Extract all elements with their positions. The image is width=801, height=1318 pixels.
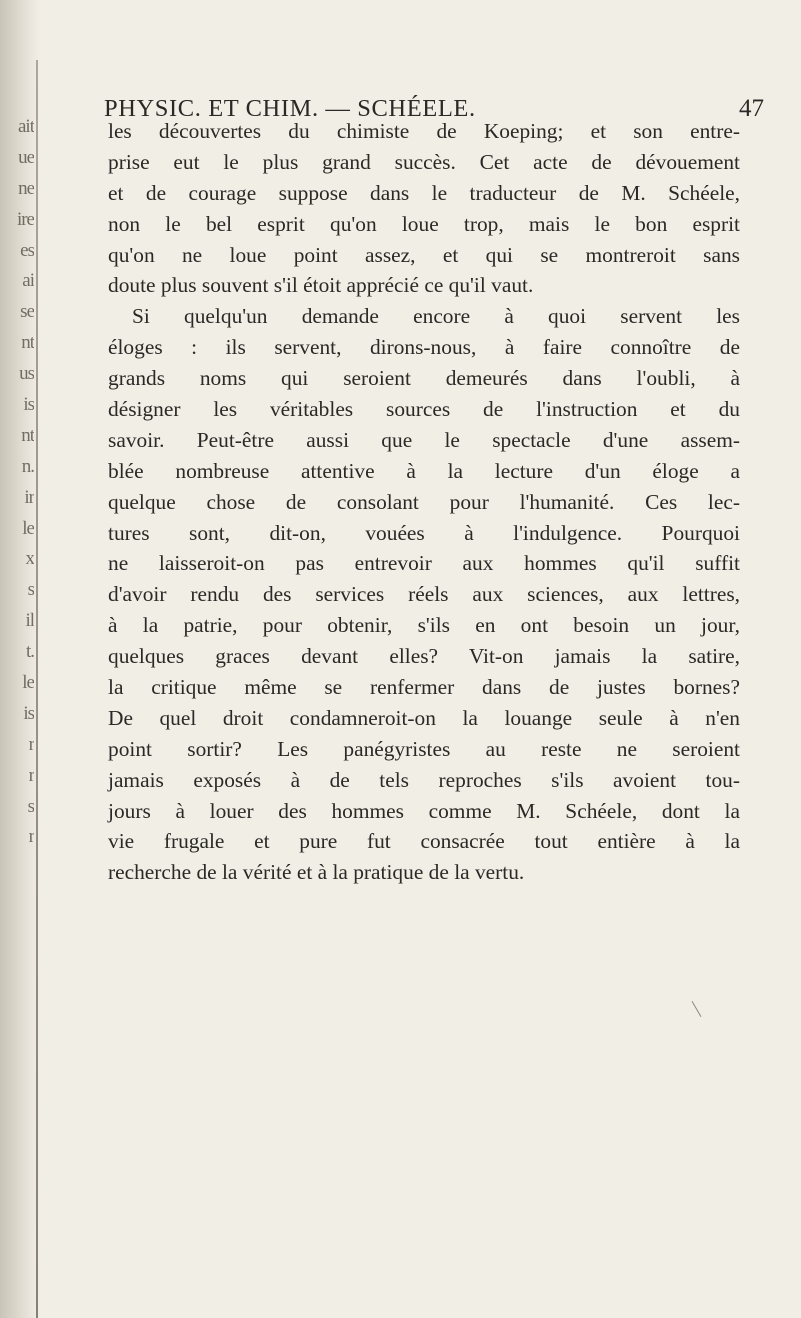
binding-shadow [36,60,38,1318]
fragment: le [22,517,34,539]
fragment: n. [21,455,34,477]
body-text [108,116,740,888]
fragment: is [23,702,34,724]
text-line: la critique même se renfermer dans de justes bornes? [108,675,740,700]
text-line: désigner les véritables sources de l'instruction et du [108,397,740,422]
fragment: le [22,672,34,694]
text-line: doute plus souvent s'il étoit apprécié ce qu'il vaut. [108,273,534,298]
text-line: prise eut le plus grand succès. Cet acte de dévouement [108,149,740,174]
facing-page-fragments [0,112,34,853]
text-line: d'avoir rendu des services réels aux sciences, aux lettres, [108,582,740,607]
page-number: 47 [739,95,764,122]
text-line: qu'on ne loue point assez, et qui se montreroit sans [108,242,740,267]
text-line: à la patrie, pour obtenir, s'ils en ont besoin un jour, [108,613,740,638]
fragment: us [19,363,34,385]
text-line: recherche de la vérité et à la pratique de la vertu. [108,860,525,885]
fragment: t. [25,641,34,663]
text-line: tures sont, dit-on, vouées à l'indulgence. Pourquoi [108,520,740,545]
running-title: PHYSIC. ET CHIM. — SCHÉELE. [104,95,476,122]
fragment: ue [18,146,34,168]
fragment: r [28,733,34,755]
fragment: nt [21,332,34,354]
text-line: point sortir? Les panégyristes au reste ne seroient [108,736,740,761]
text-line: ne laisseroit-on pas entrevoir aux hommes qu'il suffit [108,551,740,576]
fragment: es [20,239,34,261]
text-line: non le bel esprit qu'on loue trop, mais le bon esprit [108,211,740,236]
fragment: r [28,764,34,786]
fragment: r [28,826,34,848]
fragment: ai [22,270,34,292]
text-line: les découvertes du chimiste de Koeping; et son entre- [108,119,740,143]
text-line: et de courage suppose dans le traducteur de M. Schéele, [108,180,740,205]
fragment: ne [18,177,34,199]
fragment: is [23,394,34,416]
fragment: s [27,795,34,817]
text-line: De quel droit condamneroit-on la louange seule à n'en [108,705,740,730]
text-line: quelques graces devant elles? Vit-on jamais la satire, [108,644,740,669]
fragment: se [20,301,34,323]
text-line: jamais exposés à de tels reproches s'ils avoient tou- [108,767,740,792]
text-line: blée nombreuse attentive à la lecture d'un éloge a [108,458,740,483]
fragment: ir [24,486,34,508]
fragment: s [27,579,34,601]
fragment: ire [16,208,34,230]
fragment: nt [21,424,34,446]
paragraph-start-line: Si quelqu'un demande encore à quoi servent les [132,304,740,329]
fragment: il [25,610,34,632]
text-line: grands noms qui seroient demeurés dans l'oubli, à [108,366,740,391]
text-line: savoir. Peut-être aussi que le spectacle d'une assem- [108,427,740,452]
fragment: ait [18,116,34,137]
text-line: quelque chose de consolant pour l'humanité. Ces lec- [108,489,740,514]
pencil-mark [692,1001,702,1017]
fragment: x [25,548,34,570]
text-line: jours à louer des hommes comme M. Schéele, dont la [108,798,740,823]
text-line: vie frugale et pure fut consacrée tout entière à la [108,829,740,854]
text-line: éloges : ils servent, dirons-nous, à faire connoître de [108,335,740,360]
